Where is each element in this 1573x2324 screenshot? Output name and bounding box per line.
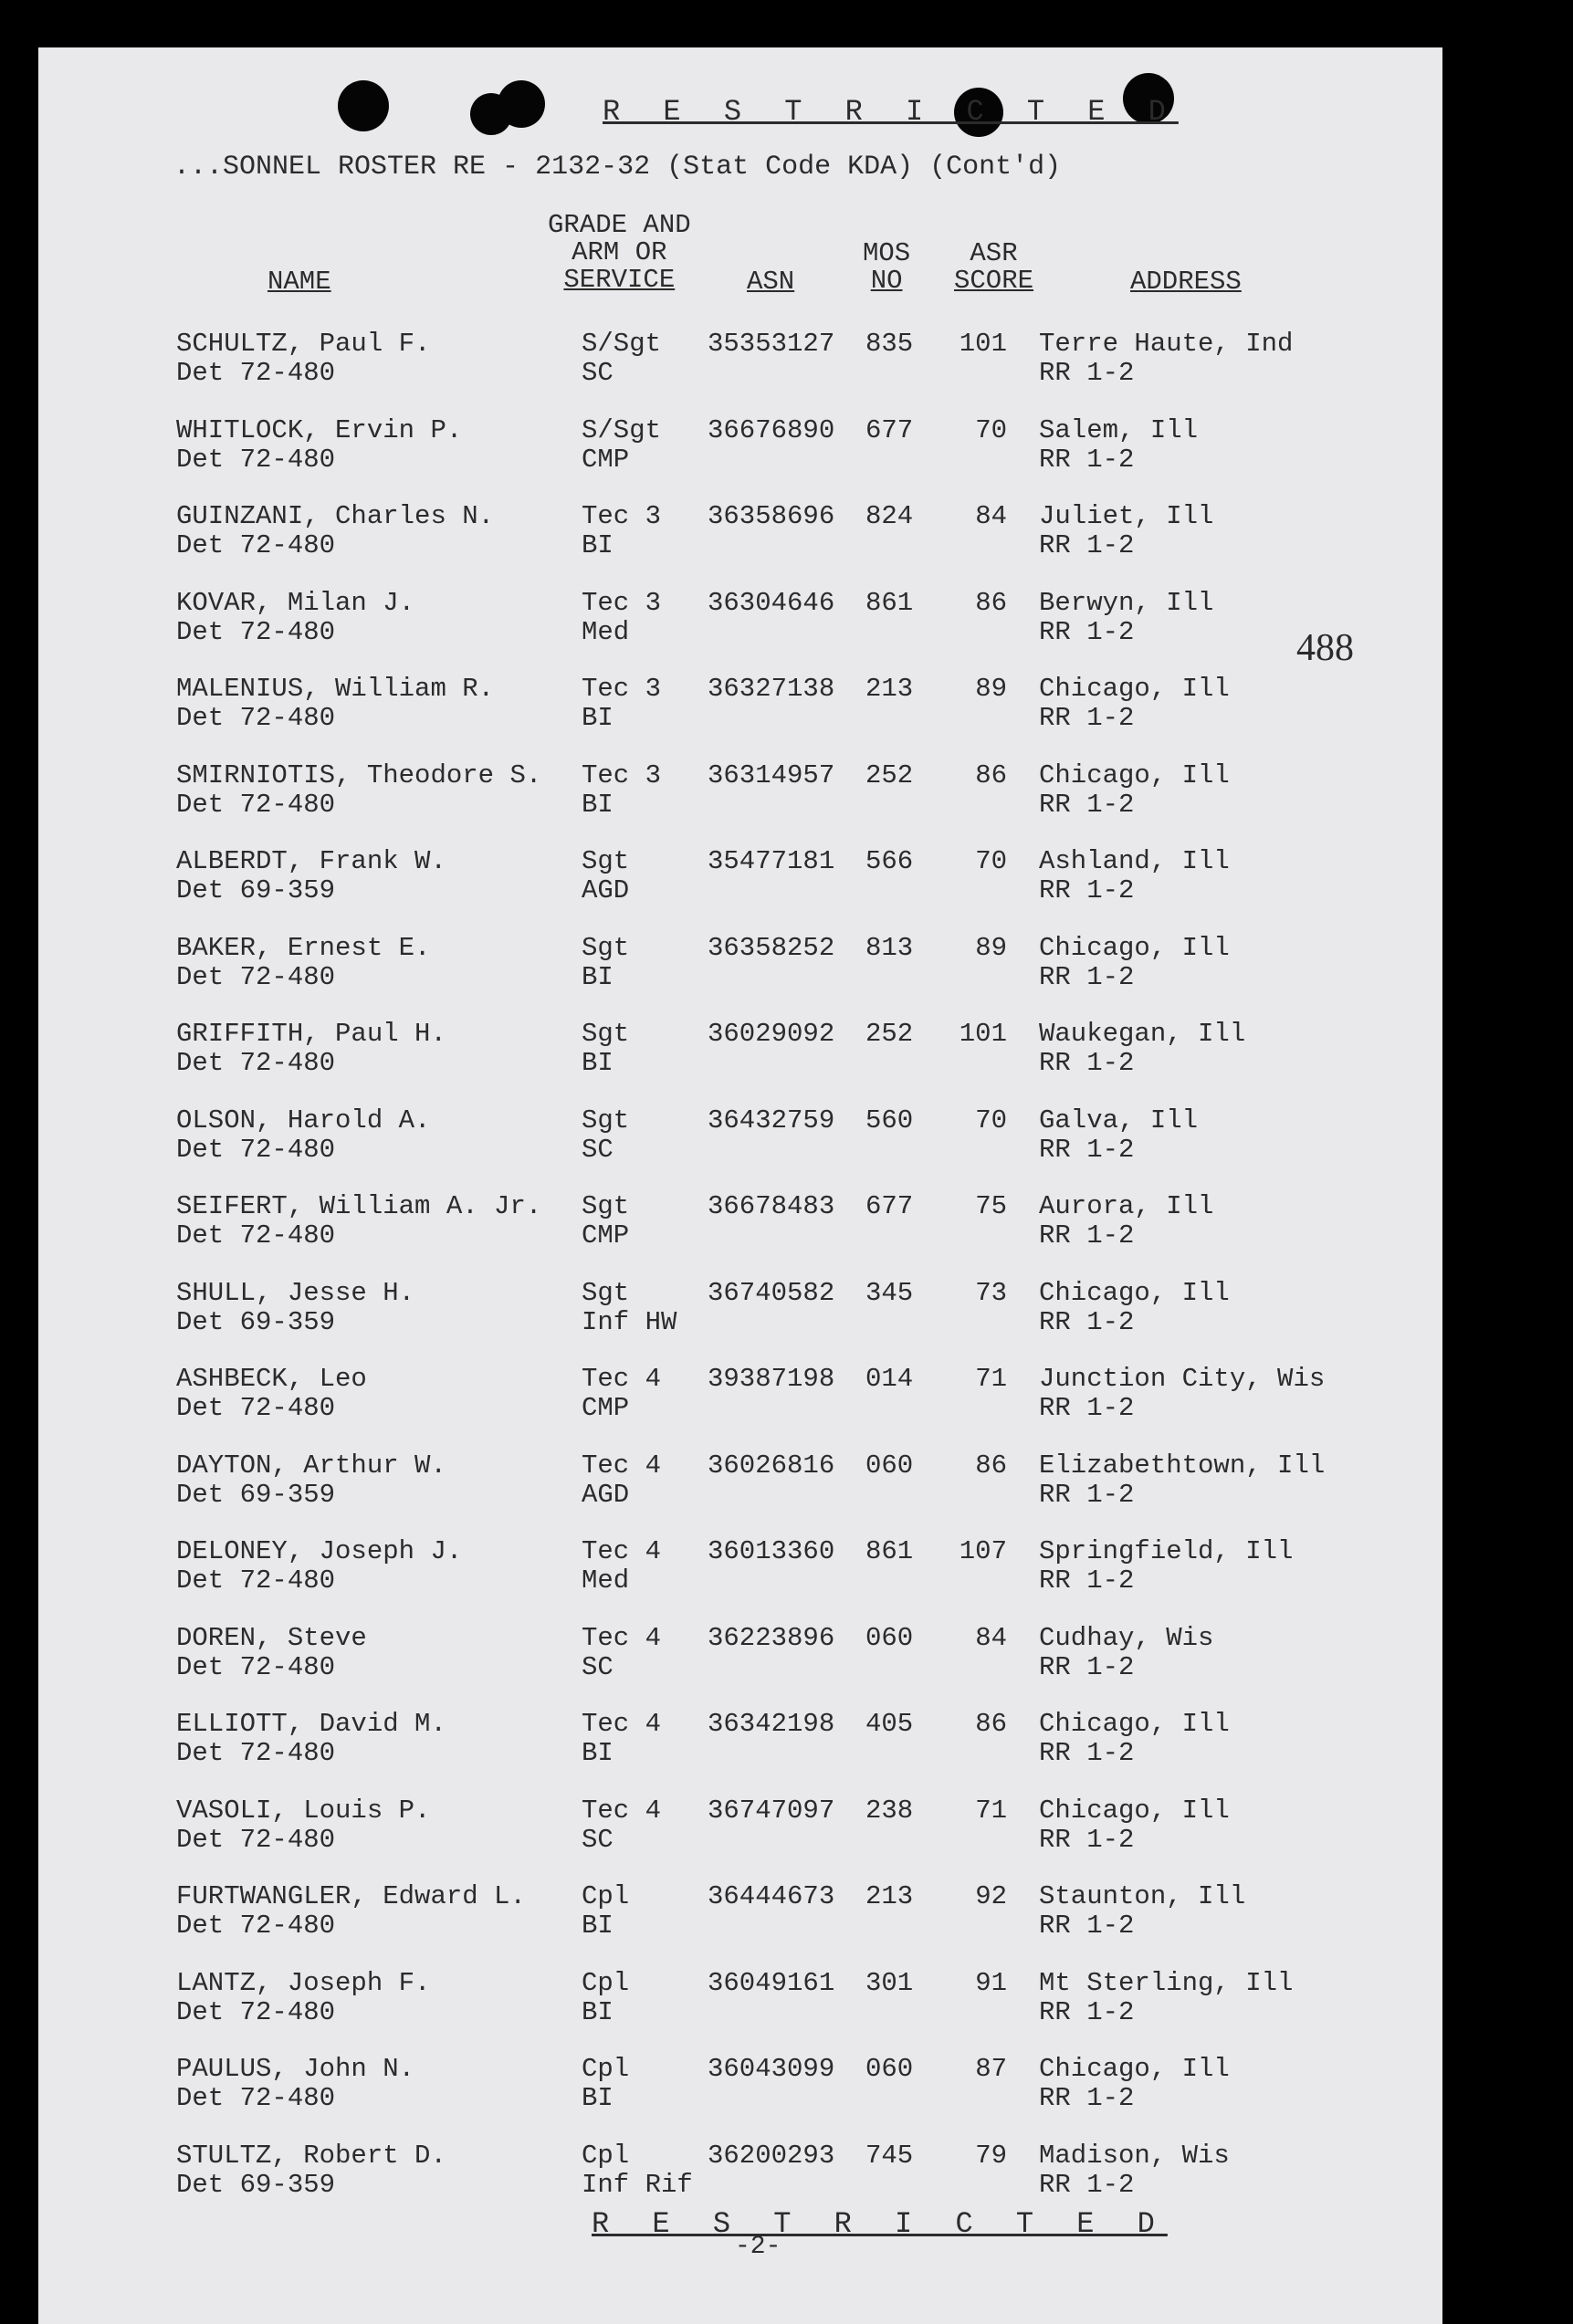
- roster-row: [0, 1364, 1573, 1437]
- detachment: Det 72-480: [176, 1393, 336, 1423]
- roster-row: [0, 1278, 1573, 1351]
- detachment: Det 72-480: [176, 1048, 336, 1078]
- asr-score: 73: [975, 1278, 1007, 1308]
- serial-number: 36358252: [708, 933, 835, 963]
- address: Juliet, Ill: [1039, 501, 1214, 531]
- arm-or-service: BI: [582, 703, 613, 733]
- asr-score: 86: [975, 1450, 1007, 1481]
- detachment: Det 72-480: [176, 358, 336, 388]
- address: Salem, Ill: [1039, 415, 1199, 445]
- mos-number: 677: [865, 415, 914, 445]
- arm-or-service: CMP: [582, 445, 630, 475]
- detachment: Det 72-480: [176, 1997, 336, 2027]
- mos-number: 060: [865, 1623, 914, 1653]
- detachment: Det 72-480: [176, 1738, 336, 1768]
- serial-number: 36358696: [708, 501, 835, 531]
- serial-number: 36342198: [708, 1709, 835, 1739]
- arm-or-service: BI: [582, 962, 613, 992]
- serial-number: 36740582: [708, 1278, 835, 1308]
- detachment: Det 72-480: [176, 1910, 336, 1941]
- roster-row: [0, 2141, 1573, 2214]
- asr-score: 86: [975, 1709, 1007, 1739]
- serial-number: 36676890: [708, 415, 835, 445]
- mos-number: 835: [865, 329, 914, 359]
- roster-row: [0, 329, 1573, 402]
- roster-title: ...SONNEL ROSTER RE - 2132-32 (Stat Code KDA) (Cont'd): [173, 152, 1062, 183]
- roster-row: [0, 1968, 1573, 2041]
- grade: Sgt: [582, 933, 630, 963]
- punch-hole-left: [338, 80, 389, 131]
- grade: Cpl: [582, 1968, 630, 1998]
- grade: Tec 4: [582, 1364, 662, 1394]
- grade: Tec 3: [582, 760, 662, 790]
- roster-row: [0, 1536, 1573, 1609]
- serial-number: 36747097: [708, 1795, 835, 1826]
- address-rr: RR 1-2: [1039, 1480, 1135, 1510]
- col-name-header: NAME: [267, 267, 331, 297]
- address: Chicago, Ill: [1039, 674, 1230, 704]
- arm-or-service: BI: [582, 2083, 613, 2113]
- mos-number: 861: [865, 1536, 914, 1566]
- arm-or-service: BI: [582, 1910, 613, 1941]
- roster-row: [0, 933, 1573, 1006]
- detachment: Det 72-480: [176, 617, 336, 647]
- restricted-header: R E S T R I C T E D: [603, 95, 1179, 129]
- grade: Cpl: [582, 1881, 630, 1911]
- serial-number: 36327138: [708, 674, 835, 704]
- arm-or-service: BI: [582, 1048, 613, 1078]
- address-rr: RR 1-2: [1039, 1135, 1135, 1165]
- address: Cudhay, Wis: [1039, 1623, 1214, 1653]
- address: Chicago, Ill: [1039, 2054, 1230, 2084]
- asr-score: 101: [959, 1019, 1007, 1049]
- soldier-name: SMIRNIOTIS, Theodore S.: [176, 760, 542, 790]
- serial-number: 36029092: [708, 1019, 835, 1049]
- soldier-name: ASHBECK, Leo: [176, 1364, 367, 1394]
- roster-row: [0, 2054, 1573, 2127]
- grade: Tec 4: [582, 1795, 662, 1826]
- arm-or-service: BI: [582, 530, 613, 560]
- detachment: Det 69-359: [176, 1307, 336, 1337]
- address-rr: RR 1-2: [1039, 1652, 1135, 1682]
- address-rr: RR 1-2: [1039, 1997, 1135, 2027]
- address: Springfield, Ill: [1039, 1536, 1294, 1566]
- address-rr: RR 1-2: [1039, 962, 1135, 992]
- mos-number: 345: [865, 1278, 914, 1308]
- serial-number: 36049161: [708, 1968, 835, 1998]
- arm-or-service: SC: [582, 1135, 613, 1165]
- soldier-name: SHULL, Jesse H.: [176, 1278, 415, 1308]
- soldier-name: OLSON, Harold A.: [176, 1105, 431, 1136]
- page-number: -2-: [735, 2233, 781, 2261]
- grade: S/Sgt: [582, 415, 662, 445]
- address: Aurora, Ill: [1039, 1191, 1214, 1221]
- grade: Sgt: [582, 1019, 630, 1049]
- serial-number: 36432759: [708, 1105, 835, 1136]
- address: Elizabethtown, Ill: [1039, 1450, 1326, 1481]
- soldier-name: KOVAR, Milan J.: [176, 588, 415, 618]
- detachment: Det 72-480: [176, 703, 336, 733]
- serial-number: 36200293: [708, 2141, 835, 2171]
- detachment: Det 72-480: [176, 962, 336, 992]
- serial-number: 35477181: [708, 846, 835, 876]
- arm-or-service: AGD: [582, 1480, 630, 1510]
- serial-number: 35353127: [708, 329, 835, 359]
- serial-number: 36444673: [708, 1881, 835, 1911]
- soldier-name: GUINZANI, Charles N.: [176, 501, 495, 531]
- mos-number: 060: [865, 2054, 914, 2084]
- address-rr: RR 1-2: [1039, 875, 1135, 906]
- address-rr: RR 1-2: [1039, 1048, 1135, 1078]
- mos-number: 213: [865, 674, 914, 704]
- roster-row: [0, 1795, 1573, 1869]
- asr-score: 70: [975, 846, 1007, 876]
- detachment: Det 72-480: [176, 1565, 336, 1596]
- asr-score: 71: [975, 1364, 1007, 1394]
- grade: Sgt: [582, 1105, 630, 1136]
- detachment: Det 69-359: [176, 875, 336, 906]
- address-rr: RR 1-2: [1039, 1825, 1135, 1855]
- mos-number: 566: [865, 846, 914, 876]
- mos-number: 014: [865, 1364, 914, 1394]
- serial-number: 36026816: [708, 1450, 835, 1481]
- address: Madison, Wis: [1039, 2141, 1230, 2171]
- roster-row: [0, 1105, 1573, 1178]
- soldier-name: VASOLI, Louis P.: [176, 1795, 431, 1826]
- roster-row: [0, 1191, 1573, 1264]
- address: Mt Sterling, Ill: [1039, 1968, 1294, 1998]
- arm-or-service: Med: [582, 617, 630, 647]
- serial-number: 36678483: [708, 1191, 835, 1221]
- grade: Sgt: [582, 846, 630, 876]
- mos-number: 301: [865, 1968, 914, 1998]
- col-mos-header: MOS NO: [863, 238, 911, 296]
- soldier-name: SEIFERT, William A. Jr.: [176, 1191, 542, 1221]
- asr-score: 91: [975, 1968, 1007, 1998]
- soldier-name: BAKER, Ernest E.: [176, 933, 431, 963]
- address-rr: RR 1-2: [1039, 703, 1135, 733]
- mos-number: 677: [865, 1191, 914, 1221]
- grade: Sgt: [582, 1278, 630, 1308]
- roster-row: [0, 1019, 1573, 1092]
- detachment: Det 69-359: [176, 1480, 336, 1510]
- grade: Cpl: [582, 2141, 630, 2171]
- asr-score: 87: [975, 2054, 1007, 2084]
- serial-number: 36314957: [708, 760, 835, 790]
- grade: Cpl: [582, 2054, 630, 2084]
- roster-row: [0, 674, 1573, 747]
- asr-score: 79: [975, 2141, 1007, 2171]
- arm-or-service: Med: [582, 1565, 630, 1596]
- arm-or-service: BI: [582, 1738, 613, 1768]
- restricted-footer: R E S T R I C T E D: [592, 2207, 1168, 2241]
- detachment: Det 69-359: [176, 2170, 336, 2200]
- address-rr: RR 1-2: [1039, 1220, 1135, 1251]
- address-rr: RR 1-2: [1039, 2170, 1135, 2200]
- address: Berwyn, Ill: [1039, 588, 1214, 618]
- address: Waukegan, Ill: [1039, 1019, 1246, 1049]
- detachment: Det 72-480: [176, 530, 336, 560]
- address-rr: RR 1-2: [1039, 617, 1135, 647]
- soldier-name: DAYTON, Arthur W.: [176, 1450, 446, 1481]
- address: Chicago, Ill: [1039, 1795, 1230, 1826]
- asr-score: 86: [975, 760, 1007, 790]
- soldier-name: PAULUS, John N.: [176, 2054, 415, 2084]
- roster-row: [0, 1709, 1573, 1782]
- serial-number: 36223896: [708, 1623, 835, 1653]
- soldier-name: DELONEY, Joseph J.: [176, 1536, 463, 1566]
- grade: Tec 3: [582, 674, 662, 704]
- mos-number: 060: [865, 1450, 914, 1481]
- asr-score: 84: [975, 1623, 1007, 1653]
- address-rr: RR 1-2: [1039, 790, 1135, 820]
- serial-number: 39387198: [708, 1364, 835, 1394]
- address-rr: RR 1-2: [1039, 1307, 1135, 1337]
- soldier-name: ELLIOTT, David M.: [176, 1709, 446, 1739]
- grade: Tec 4: [582, 1536, 662, 1566]
- detachment: Det 72-480: [176, 1135, 336, 1165]
- address-rr: RR 1-2: [1039, 358, 1135, 388]
- col-grade-header: GRADE AND ARM OR SERVICE: [548, 210, 691, 295]
- grade: Tec 4: [582, 1450, 662, 1481]
- grade: Sgt: [582, 1191, 630, 1221]
- arm-or-service: SC: [582, 1652, 613, 1682]
- arm-or-service: AGD: [582, 875, 630, 906]
- mos-number: 405: [865, 1709, 914, 1739]
- col-asn-header: ASN: [747, 267, 795, 297]
- address: Chicago, Ill: [1039, 1278, 1230, 1308]
- detachment: Det 72-480: [176, 790, 336, 820]
- mos-number: 824: [865, 501, 914, 531]
- soldier-name: SCHULTZ, Paul F.: [176, 329, 431, 359]
- address-rr: RR 1-2: [1039, 530, 1135, 560]
- roster-row: [0, 1450, 1573, 1523]
- punch-hole-center-2: [470, 93, 512, 135]
- col-address-header: ADDRESS: [1130, 267, 1242, 297]
- roster-row: [0, 846, 1573, 919]
- mos-number: 213: [865, 1881, 914, 1911]
- grade: Tec 3: [582, 501, 662, 531]
- address-rr: RR 1-2: [1039, 1910, 1135, 1941]
- address: Ashland, Ill: [1039, 846, 1230, 876]
- roster-row: [0, 501, 1573, 574]
- address-rr: RR 1-2: [1039, 445, 1135, 475]
- arm-or-service: CMP: [582, 1220, 630, 1251]
- soldier-name: ALBERDT, Frank W.: [176, 846, 446, 876]
- arm-or-service: BI: [582, 1997, 613, 2027]
- roster-row: [0, 1881, 1573, 1954]
- mos-number: 745: [865, 2141, 914, 2171]
- arm-or-service: Inf HW: [582, 1307, 677, 1337]
- page-stamp-number: 488: [1296, 627, 1354, 669]
- arm-or-service: SC: [582, 358, 613, 388]
- roster-row: [0, 1623, 1573, 1696]
- address: Junction City, Wis: [1039, 1364, 1326, 1394]
- detachment: Det 72-480: [176, 1825, 336, 1855]
- roster-row: [0, 588, 1573, 661]
- address: Staunton, Ill: [1039, 1881, 1246, 1911]
- col-asr-header: ASR SCORE: [954, 238, 1034, 296]
- soldier-name: MALENIUS, William R.: [176, 674, 495, 704]
- grade: S/Sgt: [582, 329, 662, 359]
- address: Chicago, Ill: [1039, 760, 1230, 790]
- address-rr: RR 1-2: [1039, 1738, 1135, 1768]
- asr-score: 86: [975, 588, 1007, 618]
- address: Chicago, Ill: [1039, 1709, 1230, 1739]
- address-rr: RR 1-2: [1039, 1565, 1135, 1596]
- mos-number: 861: [865, 588, 914, 618]
- asr-score: 70: [975, 1105, 1007, 1136]
- asr-score: 92: [975, 1881, 1007, 1911]
- asr-score: 84: [975, 501, 1007, 531]
- mos-number: 252: [865, 1019, 914, 1049]
- roster-row: [0, 415, 1573, 488]
- soldier-name: WHITLOCK, Ervin P.: [176, 415, 463, 445]
- detachment: Det 72-480: [176, 445, 336, 475]
- arm-or-service: CMP: [582, 1393, 630, 1423]
- asr-score: 101: [959, 329, 1007, 359]
- soldier-name: GRIFFITH, Paul H.: [176, 1019, 446, 1049]
- arm-or-service: Inf Rif: [582, 2170, 693, 2200]
- soldier-name: FURTWANGLER, Edward L.: [176, 1881, 526, 1911]
- serial-number: 36304646: [708, 588, 835, 618]
- asr-score: 107: [959, 1536, 1007, 1566]
- detachment: Det 72-480: [176, 1652, 336, 1682]
- grade: Tec 4: [582, 1709, 662, 1739]
- detachment: Det 72-480: [176, 2083, 336, 2113]
- grade: Tec 4: [582, 1623, 662, 1653]
- address-rr: RR 1-2: [1039, 2083, 1135, 2113]
- arm-or-service: BI: [582, 790, 613, 820]
- asr-score: 70: [975, 415, 1007, 445]
- mos-number: 252: [865, 760, 914, 790]
- mos-number: 813: [865, 933, 914, 963]
- address: Galva, Ill: [1039, 1105, 1199, 1136]
- asr-score: 89: [975, 674, 1007, 704]
- roster-row: [0, 760, 1573, 833]
- soldier-name: STULTZ, Robert D.: [176, 2141, 446, 2171]
- serial-number: 36043099: [708, 2054, 835, 2084]
- detachment: Det 72-480: [176, 1220, 336, 1251]
- asr-score: 75: [975, 1191, 1007, 1221]
- mos-number: 560: [865, 1105, 914, 1136]
- address: Chicago, Ill: [1039, 933, 1230, 963]
- asr-score: 71: [975, 1795, 1007, 1826]
- address: Terre Haute, Ind: [1039, 329, 1294, 359]
- asr-score: 89: [975, 933, 1007, 963]
- mos-number: 238: [865, 1795, 914, 1826]
- grade: Tec 3: [582, 588, 662, 618]
- address-rr: RR 1-2: [1039, 1393, 1135, 1423]
- soldier-name: DOREN, Steve: [176, 1623, 367, 1653]
- soldier-name: LANTZ, Joseph F.: [176, 1968, 431, 1998]
- arm-or-service: SC: [582, 1825, 613, 1855]
- serial-number: 36013360: [708, 1536, 835, 1566]
